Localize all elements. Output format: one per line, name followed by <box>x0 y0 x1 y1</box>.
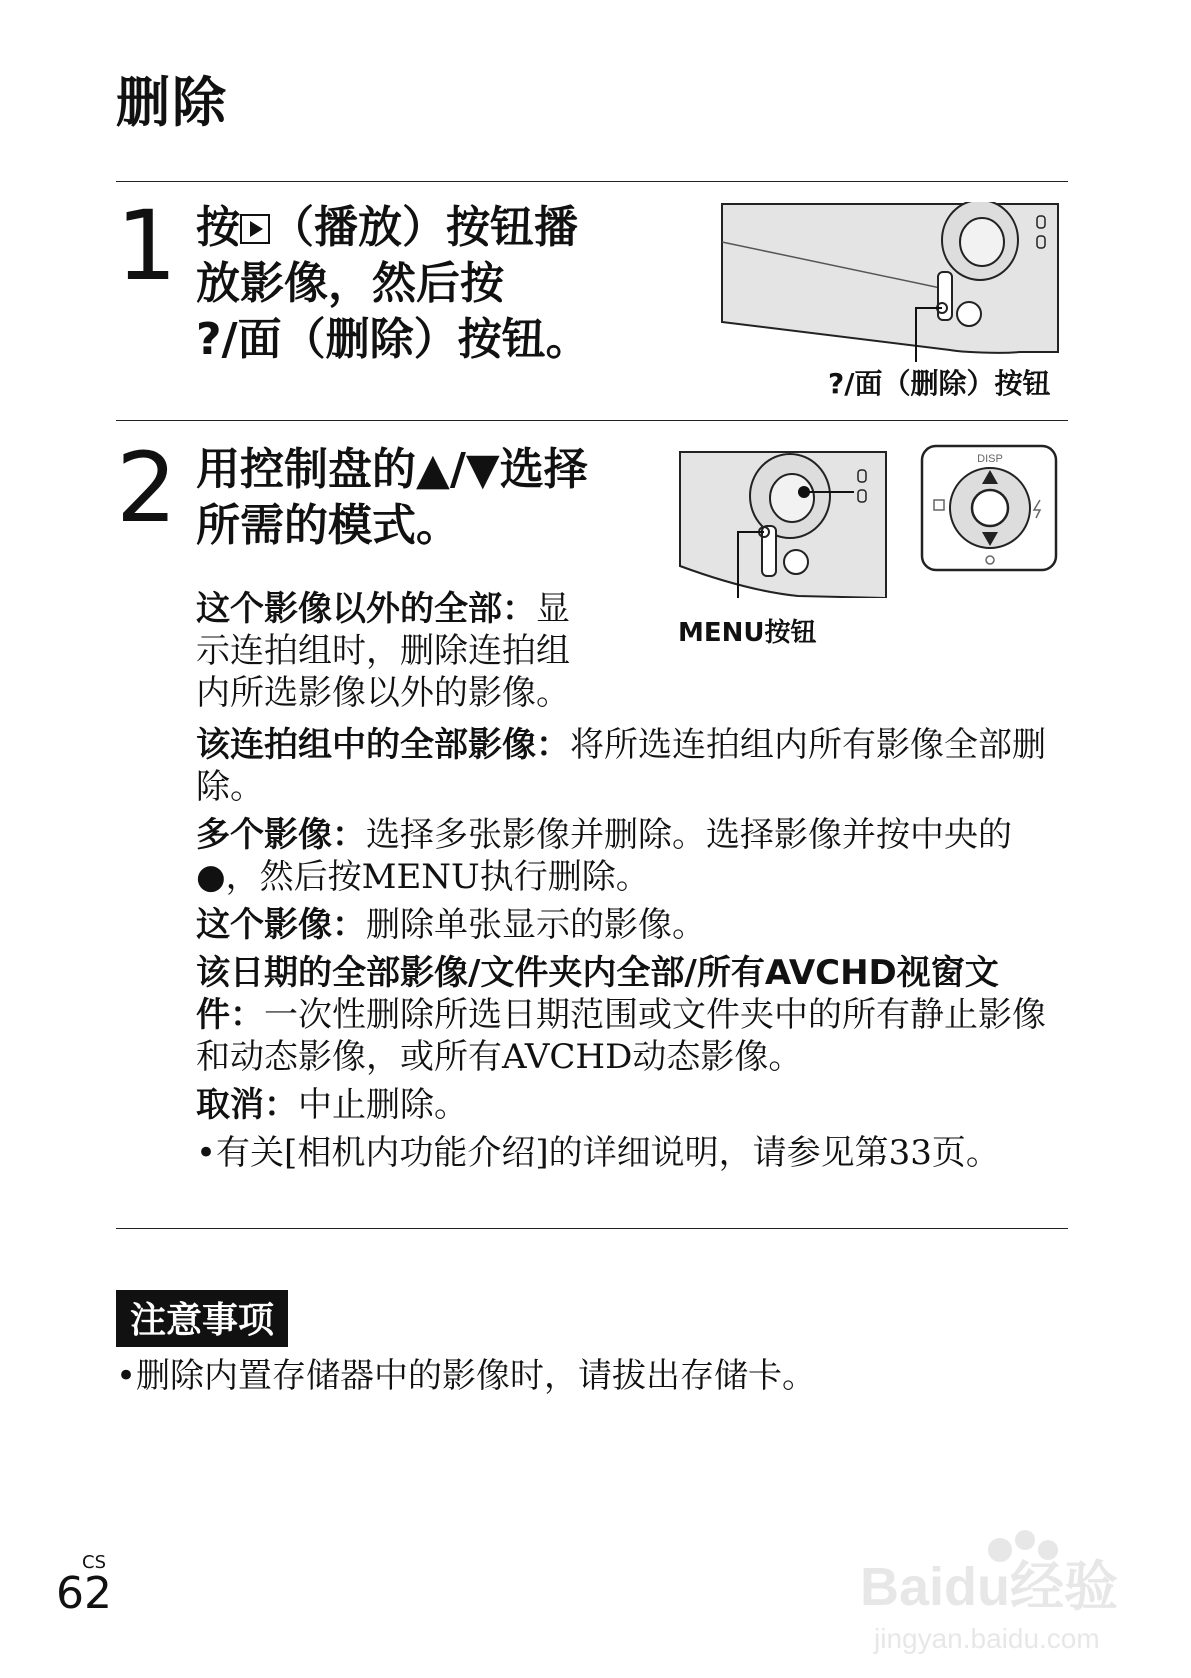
option-desc: 中止删除。 <box>298 1085 468 1125</box>
menu-button-caption: MENU按钮 <box>678 618 817 648</box>
option-desc: 一次性删除所选日期范围或文件夹中的所有静止影像和动态影像，或所有AVCHD动态影像。 <box>196 995 1046 1077</box>
option-term: 取消： <box>196 1085 298 1125</box>
camera-back-illustration-2 <box>678 450 898 598</box>
option-cancel <box>196 1084 1056 1126</box>
option-desc: 显示连拍组时，删除连拍组内所选影像以外的影像。 <box>196 589 570 713</box>
camera-back-illustration-1 <box>720 202 1070 362</box>
reference-note: •有关[相机内功能介绍]的详细说明，请参见第33页。 <box>196 1133 1000 1173</box>
watermark-brand: Baidu经验 <box>860 1557 1119 1617</box>
step-2-line-2: 所需的模式。 <box>196 500 460 551</box>
step-2-line-1: 用控制盘的▲/▼选择 <box>196 444 588 495</box>
option-all-by-date-folder <box>196 952 1056 1078</box>
option-desc: 选择多张影像并删除。选择影像并按中央的●，然后按MENU执行删除。 <box>196 815 1012 897</box>
option-all-except-this <box>196 588 596 714</box>
step-2-number: 2 <box>116 432 178 544</box>
dial-disp-label: DISP <box>977 453 1003 465</box>
divider-bottom <box>116 1228 1068 1229</box>
step-1-line-2: 放影像，然后按 <box>196 258 504 309</box>
option-term: 该连拍组中的全部影像： <box>196 725 570 765</box>
divider-top <box>116 181 1068 182</box>
delete-button-caption: ?/面（删除）按钮 <box>828 367 1051 400</box>
notes-heading: 注意事项 <box>116 1290 288 1347</box>
step-2-instruction <box>196 442 666 554</box>
control-wheel-illustration <box>920 444 1060 574</box>
option-term: 这个影像以外的全部： <box>196 589 536 629</box>
play-icon <box>240 214 270 244</box>
divider-middle <box>116 420 1068 421</box>
step-1-line-1: 按 （播放）按钮播 <box>196 202 578 253</box>
option-all-in-group <box>196 724 1056 808</box>
option-this-image <box>196 904 1056 946</box>
option-term: 多个影像： <box>196 815 366 855</box>
option-term: 该日期的全部影像/文件夹内全部/所有AVCHD视窗文件： <box>196 953 999 1035</box>
baidu-watermark-logo <box>850 1510 1170 1660</box>
page-number: 62 <box>56 1568 112 1619</box>
step-1-number: 1 <box>116 190 178 302</box>
page-title: 删除 <box>116 71 228 134</box>
options-list <box>196 724 1056 1180</box>
notes-item: •删除内置存储器中的影像时，请拔出存储卡。 <box>116 1356 817 1396</box>
watermark-url: jingyan.baidu.com <box>874 1623 1100 1654</box>
option-desc: 将所选连拍组内所有影像全部删除。 <box>196 725 1046 807</box>
option-desc: 删除单张显示的影像。 <box>366 905 706 945</box>
option-term: 这个影像： <box>196 905 366 945</box>
step-1-instruction <box>196 200 666 368</box>
option-multiple-images <box>196 814 1056 898</box>
step-1-line-3: ?/面（删除）按钮。 <box>196 314 590 365</box>
page-language-code: CS <box>82 1552 106 1573</box>
